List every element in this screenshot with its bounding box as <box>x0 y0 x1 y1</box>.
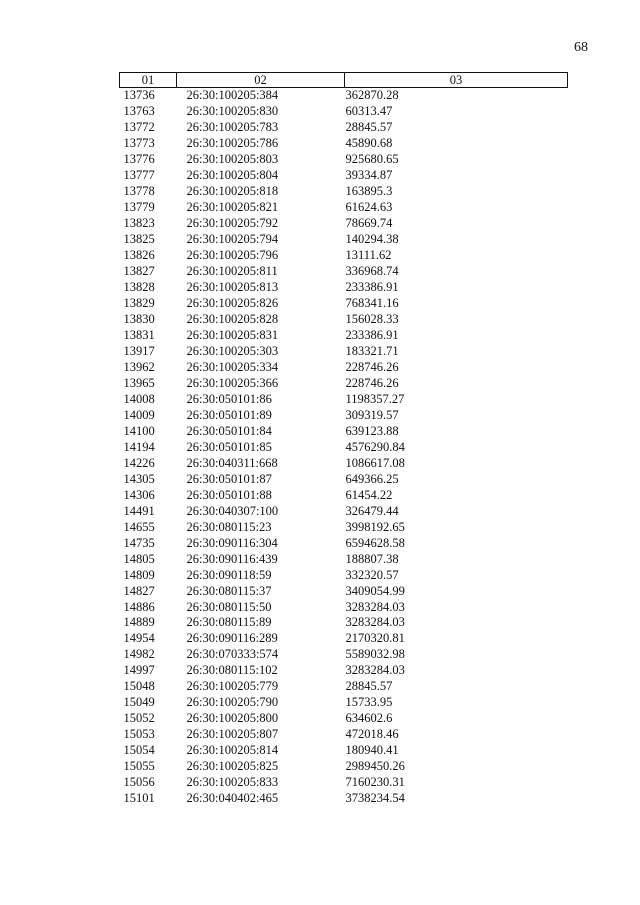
table-cell-col-01: 14655 <box>123 519 155 534</box>
table-cell-col-02: 26:30:100205:804 <box>186 167 279 182</box>
column-header-01: 01 <box>120 73 177 88</box>
table-cell-col-03: 472018.46 <box>345 727 399 742</box>
table-cell-col-01: 13831 <box>123 327 155 342</box>
table-header-row <box>120 73 568 88</box>
table-cell-col-01: 14827 <box>123 583 155 598</box>
table-cell-col-03: 6594628.58 <box>345 535 405 550</box>
table-row <box>120 392 568 408</box>
table-row <box>120 360 568 376</box>
table-cell-col-01: 14982 <box>123 647 155 662</box>
table-cell-col-03: 140294.38 <box>345 231 399 246</box>
data-table <box>119 72 568 807</box>
table-row <box>120 216 568 232</box>
table-cell-col-02: 26:30:090118:59 <box>186 567 272 582</box>
table-row <box>120 504 568 520</box>
table-row <box>120 727 568 743</box>
table-cell-col-01: 13779 <box>123 199 155 214</box>
table-cell-col-01: 14008 <box>123 391 155 406</box>
table-row <box>120 168 568 184</box>
table-cell-col-02: 26:30:100205:792 <box>186 215 279 230</box>
table-row <box>120 663 568 679</box>
table-row <box>120 584 568 600</box>
table-cell-col-03: 13111.62 <box>345 247 392 262</box>
table-cell-col-03: 4576290.84 <box>345 439 405 454</box>
table-cell-col-02: 26:30:040311:668 <box>186 455 278 470</box>
table-row <box>120 711 568 727</box>
table-row <box>120 424 568 440</box>
table-cell-col-02: 26:30:100205:818 <box>186 183 279 198</box>
table-cell-col-03: 3283284.03 <box>345 599 405 614</box>
table-cell-col-03: 28845.57 <box>345 679 393 694</box>
table-cell-col-01: 15101 <box>123 791 155 806</box>
table-cell-col-03: 233386.91 <box>345 279 399 294</box>
table-cell-col-02: 26:30:100205:786 <box>186 135 279 150</box>
table-row <box>120 775 568 791</box>
table-cell-col-03: 61454.22 <box>345 487 393 502</box>
table-cell-col-02: 26:30:100205:826 <box>186 295 279 310</box>
table-cell-col-03: 228746.26 <box>345 359 399 374</box>
table-cell-col-01: 14735 <box>123 535 155 550</box>
table-row <box>120 456 568 472</box>
table-cell-col-03: 188807.38 <box>345 551 399 566</box>
table-cell-col-02: 26:30:100205:833 <box>186 775 279 790</box>
table-cell-col-01: 14886 <box>123 599 155 614</box>
table-cell-col-03: 1198357.27 <box>345 391 405 406</box>
table-cell-col-01: 13763 <box>123 103 155 118</box>
table-cell-col-01: 14226 <box>123 455 155 470</box>
table-row <box>120 120 568 136</box>
table-cell-col-02: 26:30:100205:303 <box>186 343 279 358</box>
table-cell-col-01: 13827 <box>123 263 155 278</box>
table-row <box>120 376 568 392</box>
table-cell-col-01: 13776 <box>123 151 155 166</box>
table-row <box>120 488 568 504</box>
table-cell-col-01: 13965 <box>123 375 155 390</box>
table-body <box>120 88 568 808</box>
table-row <box>120 296 568 312</box>
table-row <box>120 136 568 152</box>
table-cell-col-03: 78669.74 <box>345 215 393 230</box>
table-cell-col-02: 26:30:100205:831 <box>186 327 279 342</box>
table-cell-col-01: 13823 <box>123 215 155 230</box>
table-cell-col-03: 228746.26 <box>345 375 399 390</box>
table-cell-col-03: 3283284.03 <box>345 663 405 678</box>
table-cell-col-01: 13830 <box>123 311 155 326</box>
table-row <box>120 200 568 216</box>
table-cell-col-02: 26:30:100205:366 <box>186 375 279 390</box>
table-cell-col-01: 13826 <box>123 247 155 262</box>
table-cell-col-01: 14194 <box>123 439 155 454</box>
table-cell-col-01: 15048 <box>123 679 155 694</box>
table-row <box>120 104 568 120</box>
table-row <box>120 312 568 328</box>
table-cell-col-03: 7160230.31 <box>345 775 405 790</box>
table-cell-col-03: 233386.91 <box>345 327 399 342</box>
table-row <box>120 472 568 488</box>
table-cell-col-02: 26:30:100205:828 <box>186 311 279 326</box>
table-cell-col-03: 39334.87 <box>345 167 393 182</box>
table-cell-col-02: 26:30:090116:439 <box>186 551 278 566</box>
table-row <box>120 631 568 647</box>
table-cell-col-03: 3738234.54 <box>345 791 405 806</box>
table-cell-col-01: 14889 <box>123 615 155 630</box>
table-cell-col-03: 768341.16 <box>345 295 399 310</box>
table-cell-col-02: 26:30:100205:800 <box>186 711 279 726</box>
table-cell-col-02: 26:30:100205:803 <box>186 151 279 166</box>
table-row <box>120 536 568 552</box>
column-header-03: 03 <box>345 73 568 88</box>
page-number: 68 <box>574 40 588 55</box>
table-cell-col-03: 156028.33 <box>345 311 399 326</box>
table-cell-col-03: 60313.47 <box>345 103 393 118</box>
table-cell-col-01: 13828 <box>123 279 155 294</box>
table-cell-col-03: 3998192.65 <box>345 519 405 534</box>
table-row <box>120 759 568 775</box>
table-row <box>120 695 568 711</box>
table-cell-col-01: 15055 <box>123 759 155 774</box>
table-cell-col-01: 14306 <box>123 487 155 502</box>
table-cell-col-03: 3283284.03 <box>345 615 405 630</box>
table-cell-col-03: 362870.28 <box>345 88 399 102</box>
table-cell-col-01: 13825 <box>123 231 155 246</box>
table-cell-col-02: 26:30:080115:37 <box>186 583 272 598</box>
table-cell-col-01: 13778 <box>123 183 155 198</box>
table-cell-col-03: 180940.41 <box>345 743 399 758</box>
table-cell-col-01: 14491 <box>123 503 155 518</box>
table-cell-col-01: 15056 <box>123 775 155 790</box>
table-cell-col-03: 183321.71 <box>345 343 399 358</box>
table-row <box>120 743 568 759</box>
table-row <box>120 152 568 168</box>
table-cell-col-01: 13917 <box>123 343 155 358</box>
table-cell-col-01: 13962 <box>123 359 155 374</box>
table-cell-col-02: 26:30:050101:87 <box>186 471 272 486</box>
table-cell-col-02: 26:30:100205:779 <box>186 679 279 694</box>
table-cell-col-02: 26:30:040307:100 <box>186 503 279 518</box>
table-cell-col-01: 14954 <box>123 631 155 646</box>
table-cell-col-03: 2170320.81 <box>345 631 405 646</box>
table-cell-col-02: 26:30:100205:814 <box>186 743 279 758</box>
table-cell-col-02: 26:30:050101:88 <box>186 487 272 502</box>
table-cell-col-03: 45890.68 <box>345 135 393 150</box>
table-cell-col-01: 13736 <box>123 88 155 102</box>
table-cell-col-03: 1086617.08 <box>345 455 405 470</box>
table-cell-col-01: 13777 <box>123 167 155 182</box>
table-cell-col-02: 26:30:070333:574 <box>186 647 279 662</box>
table-cell-col-01: 14009 <box>123 407 155 422</box>
table-cell-col-03: 28845.57 <box>345 119 393 134</box>
table-row <box>120 552 568 568</box>
table-row <box>120 679 568 695</box>
table-row <box>120 344 568 360</box>
table-row <box>120 647 568 663</box>
table-cell-col-02: 26:30:100205:334 <box>186 359 279 374</box>
table-cell-col-02: 26:30:100205:821 <box>186 199 279 214</box>
table-cell-col-01: 15049 <box>123 695 155 710</box>
table-cell-col-02: 26:30:100205:384 <box>186 88 279 102</box>
table-cell-col-02: 26:30:080115:102 <box>186 663 278 678</box>
table-cell-col-03: 336968.74 <box>345 263 399 278</box>
table-cell-col-01: 14305 <box>123 471 155 486</box>
table-cell-col-03: 309319.57 <box>345 407 399 422</box>
table-cell-col-02: 26:30:080115:23 <box>186 519 272 534</box>
column-header-02: 02 <box>177 73 345 88</box>
table-cell-col-03: 163895.3 <box>345 183 393 198</box>
table-cell-col-01: 13829 <box>123 295 155 310</box>
table-cell-col-01: 15052 <box>123 711 155 726</box>
table-row <box>120 615 568 631</box>
table-row <box>120 88 568 104</box>
table-cell-col-02: 26:30:050101:86 <box>186 391 272 406</box>
table-row <box>120 440 568 456</box>
table-cell-col-02: 26:30:090116:304 <box>186 535 278 550</box>
table-cell-col-03: 61624.63 <box>345 199 393 214</box>
table-cell-col-01: 13772 <box>123 119 155 134</box>
table-row <box>120 408 568 424</box>
table-cell-col-03: 634602.6 <box>345 711 393 726</box>
table-cell-col-02: 26:30:090116:289 <box>186 631 278 646</box>
table-row <box>120 568 568 584</box>
table-cell-col-02: 26:30:100205:796 <box>186 247 279 262</box>
table-cell-col-01: 14997 <box>123 663 155 678</box>
table-cell-col-03: 649366.25 <box>345 471 399 486</box>
table-row <box>120 280 568 296</box>
table-cell-col-02: 26:30:100205:825 <box>186 759 279 774</box>
table-cell-col-02: 26:30:100205:811 <box>186 263 278 278</box>
table-cell-col-02: 26:30:050101:89 <box>186 407 272 422</box>
table-row <box>120 520 568 536</box>
table-cell-col-01: 14805 <box>123 551 155 566</box>
table-cell-col-03: 639123.88 <box>345 423 399 438</box>
table-cell-col-03: 3409054.99 <box>345 583 405 598</box>
table-cell-col-03: 2989450.26 <box>345 759 405 774</box>
table-cell-col-03: 15733.95 <box>345 695 393 710</box>
table-cell-col-03: 5589032.98 <box>345 647 405 662</box>
table-cell-col-02: 26:30:100205:783 <box>186 119 279 134</box>
table-cell-col-01: 15054 <box>123 743 155 758</box>
table-cell-col-02: 26:30:080115:89 <box>186 615 272 630</box>
table-row <box>120 328 568 344</box>
table-cell-col-02: 26:30:100205:830 <box>186 103 279 118</box>
table-row <box>120 184 568 200</box>
table-cell-col-02: 26:30:100205:807 <box>186 727 279 742</box>
table-cell-col-02: 26:30:050101:84 <box>186 423 272 438</box>
table-cell-col-01: 14100 <box>123 423 155 438</box>
table-row <box>120 232 568 248</box>
table-cell-col-02: 26:30:040402:465 <box>186 791 279 806</box>
table-cell-col-03: 326479.44 <box>345 503 399 518</box>
table-cell-col-02: 26:30:050101:85 <box>186 439 272 454</box>
table-cell-col-01: 15053 <box>123 727 155 742</box>
table-cell-col-02: 26:30:100205:790 <box>186 695 279 710</box>
table-cell-col-02: 26:30:100205:813 <box>186 279 279 294</box>
table-row <box>120 600 568 616</box>
table-cell-col-03: 925680.65 <box>345 151 399 166</box>
table-row <box>120 264 568 280</box>
table-row <box>120 248 568 264</box>
table-cell-col-03: 332320.57 <box>345 567 399 582</box>
table-cell-col-01: 14809 <box>123 567 155 582</box>
table-cell-col-02: 26:30:080115:50 <box>186 599 272 614</box>
table-cell-col-01: 13773 <box>123 135 155 150</box>
table-cell-col-02: 26:30:100205:794 <box>186 231 279 246</box>
table-row <box>120 791 568 807</box>
